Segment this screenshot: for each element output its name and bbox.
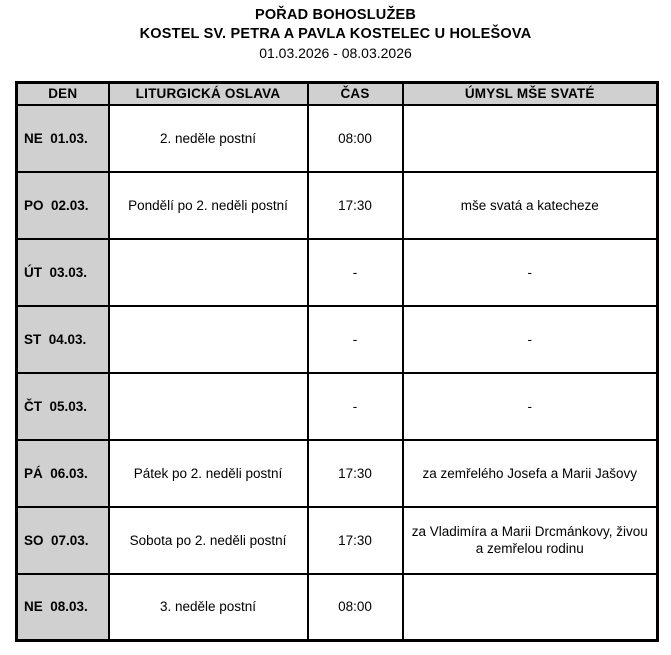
church-name: KOSTEL SV. PETRA A PAVLA KOSTELEC U HOLEŠOVA (139, 26, 532, 42)
time-cell: 17:30 (308, 172, 403, 239)
time-cell: - (308, 239, 403, 306)
day-cell: SO 07.03. (17, 507, 109, 574)
intention-cell: mše svatá a katecheze (403, 172, 658, 239)
table-row (17, 574, 658, 641)
celebration-cell (109, 373, 308, 440)
column-header-mass-intention: ÚMYSL MŠE SVATÉ (403, 83, 658, 105)
column-header-day: DEN (17, 83, 109, 105)
time-cell: 08:00 (308, 574, 403, 641)
table-row (17, 373, 658, 440)
table-row (17, 306, 658, 373)
celebration-cell: 3. neděle postní (109, 574, 308, 641)
celebration-cell (109, 239, 308, 306)
time-cell: 08:00 (308, 105, 403, 172)
table-row (17, 239, 658, 306)
intention-cell: - (403, 306, 658, 373)
day-cell: PO 02.03. (17, 172, 109, 239)
time-cell: 17:30 (308, 440, 403, 507)
day-cell: ČT 05.03. (17, 373, 109, 440)
day-cell: ST 04.03. (17, 306, 109, 373)
celebration-cell: Pátek po 2. neděli postní (109, 440, 308, 507)
time-cell: - (308, 306, 403, 373)
table-row (17, 172, 658, 239)
column-header-time: ČAS (308, 83, 403, 105)
document-header (0, 0, 671, 63)
date-range: 01.03.2026 - 08.03.2026 (259, 45, 412, 61)
day-cell: PÁ 06.03. (17, 440, 109, 507)
table-row (17, 440, 658, 507)
intention-cell: - (403, 239, 658, 306)
table-row (17, 105, 658, 172)
intention-cell: - (403, 373, 658, 440)
day-cell: NE 01.03. (17, 105, 109, 172)
intention-cell: za zemřelého Josefa a Marii Jašovy (403, 440, 658, 507)
time-cell: 17:30 (308, 507, 403, 574)
service-schedule-table (15, 81, 659, 642)
celebration-cell: 2. neděle postní (109, 105, 308, 172)
table-row (17, 507, 658, 574)
table-header-row (17, 83, 658, 105)
celebration-cell (109, 306, 308, 373)
time-cell: - (308, 373, 403, 440)
intention-cell (403, 574, 658, 641)
celebration-cell: Sobota po 2. neděli postní (109, 507, 308, 574)
intention-cell (403, 105, 658, 172)
celebration-cell: Pondělí po 2. neděli postní (109, 172, 308, 239)
document-title: POŘAD BOHOSLUŽEB (254, 7, 417, 23)
intention-cell: za Vladimíra a Marii Drcmánkovy, živou a zemřelou rodinu (403, 507, 658, 574)
column-header-liturgical-celebration: LITURGICKÁ OSLAVA (109, 83, 308, 105)
day-cell: NE 08.03. (17, 574, 109, 641)
day-cell: ÚT 03.03. (17, 239, 109, 306)
